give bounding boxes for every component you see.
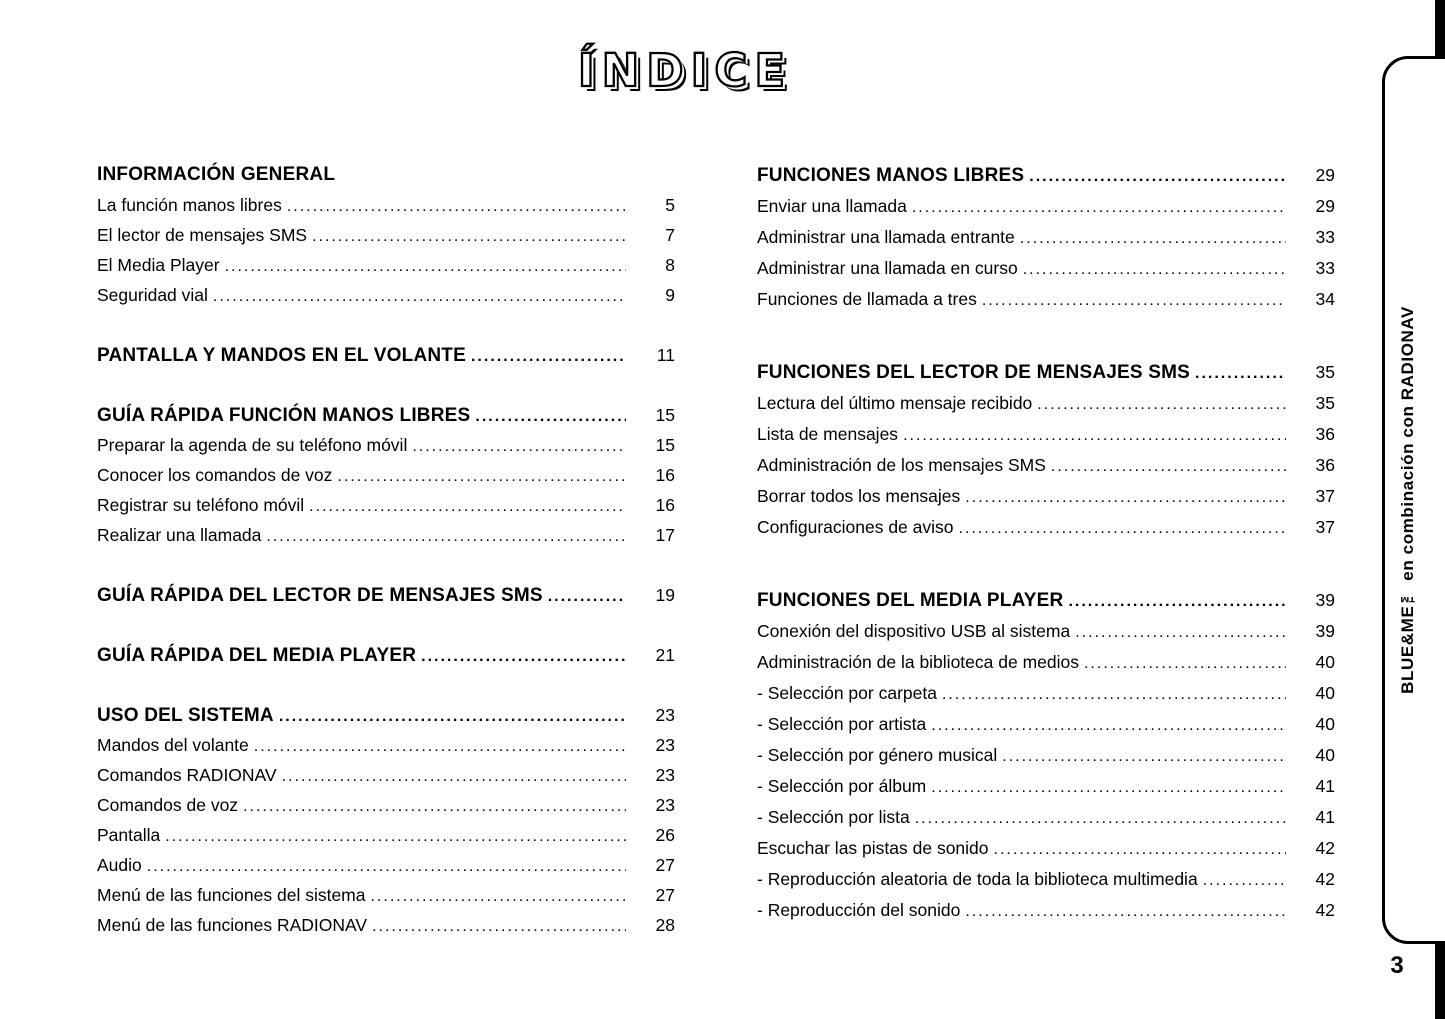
dot-leader — [421, 642, 626, 672]
toc-entry — [97, 850, 675, 880]
toc-entry — [757, 895, 1335, 926]
dot-leader — [942, 679, 1286, 710]
toc-entry — [97, 250, 675, 280]
toc-entry — [757, 771, 1335, 802]
toc-entry-label: Enviar una llamada — [757, 196, 907, 216]
dot-leader — [965, 896, 1286, 927]
dot-leader — [254, 732, 626, 762]
toc-entry-page: 37 — [1315, 517, 1335, 537]
toc-entry-page: 7 — [665, 225, 675, 245]
dot-leader — [903, 420, 1286, 451]
toc-column-left — [97, 160, 675, 940]
toc-entry-label: Menú de las funciones RADIONAV — [97, 915, 368, 935]
toc-entry-page: 39 — [1315, 590, 1335, 610]
dot-leader — [994, 834, 1286, 865]
toc-entry-label: Escuchar las pistas de sonido — [757, 838, 989, 858]
toc-entry-label: Comandos de voz — [97, 795, 239, 815]
toc-section-header — [97, 160, 675, 190]
dot-leader — [1037, 389, 1286, 420]
toc-entry-page: 23 — [655, 705, 675, 725]
toc-entry — [757, 481, 1335, 512]
toc-entry-page: 23 — [655, 795, 675, 815]
toc-entry-label: Conocer los comandos de voz — [97, 465, 333, 485]
dot-leader — [243, 792, 626, 822]
toc-entry-page: 36 — [1315, 455, 1335, 475]
toc-entry — [757, 253, 1335, 284]
toc-section-header — [757, 357, 1335, 388]
toc-entry-label: - Selección por género musical — [757, 745, 998, 765]
toc-entry — [97, 280, 675, 310]
toc-entry-page: 34 — [1315, 289, 1335, 309]
toc-entry-label: Funciones de llamada a tres — [757, 289, 977, 309]
toc-section-header — [757, 160, 1335, 191]
toc-entry-label: Pantalla — [97, 825, 161, 845]
toc-entry-label: Administrar una llamada en curso — [757, 258, 1018, 278]
toc-entry — [757, 678, 1335, 709]
dot-leader — [982, 285, 1286, 316]
toc-entry — [97, 790, 675, 820]
toc-entry — [757, 450, 1335, 481]
page-number: 3 — [1390, 952, 1404, 979]
toc-entry — [757, 833, 1335, 864]
toc-entry — [757, 388, 1335, 419]
toc-entry-page: 42 — [1315, 900, 1335, 920]
toc-entry — [757, 709, 1335, 740]
toc-entry-page: 40 — [1315, 652, 1335, 672]
toc-entry-label: Mandos del volante — [97, 735, 249, 755]
dot-leader — [912, 192, 1286, 223]
dot-leader — [1029, 161, 1286, 192]
chapter-tab — [1382, 56, 1445, 944]
toc-entry-page: 33 — [1315, 258, 1335, 278]
dot-leader — [1020, 223, 1286, 254]
toc-entry-label: El lector de mensajes SMS — [97, 225, 308, 245]
toc-entry-label: GUÍA RÁPIDA FUNCIÓN MANOS LIBRES — [97, 405, 471, 426]
dot-leader — [287, 192, 626, 222]
toc-entry-label: GUÍA RÁPIDA DEL LECTOR DE MENSAJES SMS — [97, 585, 543, 606]
page-title: ÍNDICE — [577, 44, 793, 97]
toc-entry — [757, 802, 1335, 833]
toc-entry — [757, 419, 1335, 450]
dot-leader — [475, 402, 626, 432]
toc-entry-label: FUNCIONES MANOS LIBRES — [757, 165, 1025, 186]
toc-column-right — [757, 160, 1335, 926]
dot-leader — [1195, 358, 1286, 389]
toc-entry-label: FUNCIONES DEL MEDIA PLAYER — [757, 590, 1064, 611]
toc-entry-page: 27 — [655, 855, 675, 875]
toc-entry — [97, 520, 675, 550]
toc-entry — [97, 430, 675, 460]
toc-section-header — [97, 640, 675, 670]
toc-entry-page: 8 — [665, 255, 675, 275]
dot-leader — [412, 432, 626, 462]
toc-entry-label: Registrar su teléfono móvil — [97, 495, 305, 515]
dot-leader — [282, 762, 626, 792]
toc-entry-page: 16 — [655, 495, 675, 515]
toc-entry-label: Realizar una llamada — [97, 525, 262, 545]
dot-leader — [225, 252, 626, 282]
toc-entry — [757, 222, 1335, 253]
toc-entry-page: 26 — [655, 825, 675, 845]
toc-entry-page: 9 — [665, 285, 675, 305]
toc-entry-page: 23 — [655, 735, 675, 755]
toc-section-header — [97, 580, 675, 610]
toc-entry-page: 11 — [656, 345, 675, 365]
toc-entry-label: FUNCIONES DEL LECTOR DE MENSAJES SMS — [757, 362, 1191, 383]
toc-entry-page: 17 — [655, 525, 675, 545]
toc-entry — [97, 820, 675, 850]
toc-entry — [97, 760, 675, 790]
toc-entry-label: Administración de la biblioteca de medios — [757, 652, 1079, 672]
toc-entry — [97, 490, 675, 520]
toc-entry-label: Menú de las funciones del sistema — [97, 885, 366, 905]
dot-leader — [548, 582, 626, 612]
toc-entry — [97, 220, 675, 250]
toc-entry-page: 41 — [1315, 776, 1335, 796]
dot-leader — [959, 513, 1286, 544]
toc-entry — [757, 740, 1335, 771]
toc-entry-label: - Reproducción del sonido — [757, 900, 961, 920]
toc-entry-page: 16 — [655, 465, 675, 485]
dot-leader — [1051, 451, 1286, 482]
dot-leader — [147, 852, 626, 882]
toc-entry-page: 15 — [655, 435, 675, 455]
toc-entry-page: 36 — [1315, 424, 1335, 444]
toc-entry-page: 40 — [1315, 714, 1335, 734]
toc-entry-page: 37 — [1315, 486, 1335, 506]
toc-entry-label: PANTALLA Y MANDOS EN EL VOLANTE — [97, 345, 466, 366]
toc-entry-page: 23 — [655, 765, 675, 785]
toc-entry-label: La función manos libres — [97, 195, 282, 215]
toc-entry-page: 42 — [1315, 838, 1335, 858]
toc-section-header — [757, 585, 1335, 616]
toc-entry-page: 41 — [1315, 807, 1335, 827]
dot-leader — [1084, 648, 1286, 679]
toc-entry-page: 35 — [1315, 393, 1335, 413]
toc-entry — [757, 284, 1335, 315]
toc-entry-label: USO DEL SISTEMA — [97, 705, 274, 726]
dot-leader — [1075, 617, 1286, 648]
toc-entry — [757, 647, 1335, 678]
toc-entry — [97, 730, 675, 760]
toc-entry — [97, 460, 675, 490]
toc-entry — [757, 616, 1335, 647]
chapter-tab-label: BLUE&ME™ en combinación con RADIONAV — [1398, 306, 1417, 694]
toc-entry-page: 40 — [1315, 683, 1335, 703]
toc-entry-page: 29 — [1315, 196, 1335, 216]
toc-section-header — [97, 400, 675, 430]
dot-leader — [372, 912, 626, 942]
dot-leader — [312, 222, 626, 252]
dot-leader — [337, 462, 626, 492]
toc-entry-label: Preparar la agenda de su teléfono móvil — [97, 435, 408, 455]
toc-entry — [97, 880, 675, 910]
dot-leader — [1068, 586, 1286, 617]
toc-entry — [97, 190, 675, 220]
toc-entry-page: 39 — [1315, 621, 1335, 641]
dot-leader — [915, 803, 1286, 834]
toc-entry-page: 28 — [655, 915, 675, 935]
toc-entry-page: 19 — [655, 585, 675, 605]
toc-entry-page: 27 — [655, 885, 675, 905]
edge-mark-top — [1435, 0, 1445, 56]
toc-entry-label: - Selección por álbum — [757, 776, 927, 796]
toc-entry-page: 40 — [1315, 745, 1335, 765]
toc-entry-label: El Media Player — [97, 255, 220, 275]
dot-leader — [1203, 865, 1286, 896]
toc-entry — [757, 512, 1335, 543]
toc-entry — [757, 864, 1335, 895]
dot-leader — [165, 822, 626, 852]
toc-entry-page: 15 — [655, 405, 675, 425]
dot-leader — [931, 710, 1286, 741]
toc-entry-label: Conexión del dispositivo USB al sistema — [757, 621, 1071, 641]
toc-entry — [757, 191, 1335, 222]
toc-entry-label: INFORMACIÓN GENERAL — [97, 164, 336, 185]
toc-entry — [97, 910, 675, 940]
toc-entry-label: Borrar todos los mensajes — [757, 486, 961, 506]
dot-leader — [931, 772, 1286, 803]
toc-entry-label: Seguridad vial — [97, 285, 208, 305]
toc-section-header — [97, 700, 675, 730]
toc-entry-label: Lista de mensajes — [757, 424, 899, 444]
toc-entry-label: - Selección por artista — [757, 714, 927, 734]
toc-entry-page: 42 — [1315, 869, 1335, 889]
dot-leader — [471, 342, 626, 372]
toc-entry-page: 5 — [665, 195, 675, 215]
toc-entry-label: Audio — [97, 855, 142, 875]
toc-entry-label: - Selección por lista — [757, 807, 910, 827]
toc-section-header — [97, 340, 675, 370]
dot-leader — [1023, 254, 1286, 285]
toc-entry-page: 21 — [655, 645, 675, 665]
dot-leader — [1002, 741, 1286, 772]
toc-entry-label: - Reproducción aleatoria de toda la biblioteca multimedia — [757, 869, 1198, 889]
toc-entry-label: Administrar una llamada entrante — [757, 227, 1015, 247]
toc-entry-label: Comandos RADIONAV — [97, 765, 277, 785]
dot-leader — [213, 282, 626, 312]
dot-leader — [965, 482, 1286, 513]
toc-entry-label: - Selección por carpeta — [757, 683, 937, 703]
edge-mark-bottom — [1435, 944, 1445, 1019]
toc-entry-page: 35 — [1315, 362, 1335, 382]
dot-leader — [309, 492, 626, 522]
toc-entry-page: 33 — [1315, 227, 1335, 247]
toc-entry-label: Configuraciones de aviso — [757, 517, 954, 537]
toc-entry-label: GUÍA RÁPIDA DEL MEDIA PLAYER — [97, 645, 417, 666]
dot-leader — [266, 522, 626, 552]
toc-entry-page: 29 — [1315, 165, 1335, 185]
toc-entry-label: Administración de los mensajes SMS — [757, 455, 1046, 475]
toc-entry-label: Lectura del último mensaje recibido — [757, 393, 1033, 413]
dot-leader — [279, 702, 626, 732]
dot-leader — [370, 882, 626, 912]
